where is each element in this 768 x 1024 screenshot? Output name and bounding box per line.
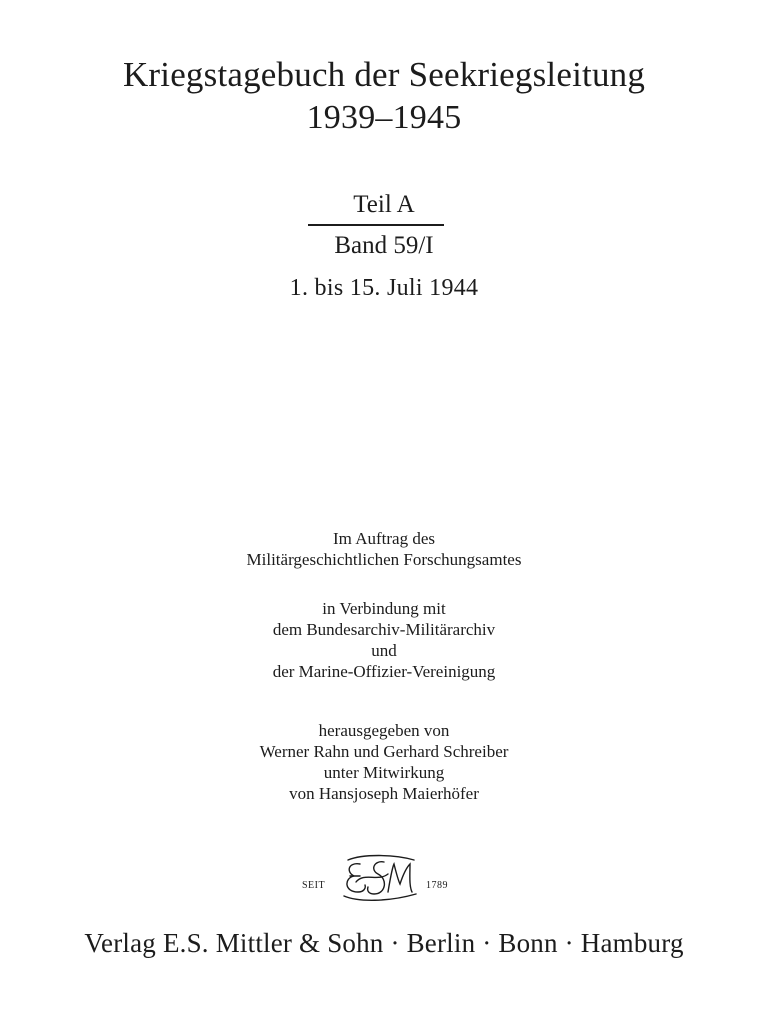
divider-rule — [308, 224, 444, 226]
editors-block — [0, 720, 768, 804]
commission-block — [0, 528, 768, 570]
publisher-monogram-logo — [338, 852, 420, 908]
editors-line-1: herausgegeben von — [318, 721, 450, 740]
part-label: Teil A — [353, 191, 415, 218]
cooperation-line-3: und — [371, 641, 397, 660]
emblem-year-text: 1789 — [426, 880, 448, 891]
cooperation-line-4: der Marine-Offizier-Vereinigung — [272, 662, 496, 681]
editors-line-2: Werner Rahn und Gerhard Schreiber — [259, 742, 509, 761]
cooperation-line-2: dem Bundesarchiv-Militärarchiv — [272, 620, 496, 639]
editors-line-4: von Hansjoseph Maierhöfer — [289, 784, 479, 803]
volume-label: Band 59/I — [334, 232, 434, 259]
book-title-line-1: Kriegstagebuch der Seekriegsleitung — [122, 55, 646, 94]
commission-line-2: Militärgeschichtlichen Forschungsamtes — [246, 550, 522, 569]
book-title-years: 1939–1945 — [306, 99, 462, 136]
publisher-line: Verlag E.S. Mittler & Sohn · Berlin · Bonn · Hamburg — [84, 928, 684, 958]
date-range: 1. bis 15. Juli 1944 — [289, 275, 479, 301]
cooperation-line-1: in Verbindung mit — [322, 599, 446, 618]
editors-line-3: unter Mitwirkung — [323, 763, 445, 782]
commission-line-1: Im Auftrag des — [333, 529, 435, 548]
emblem-seit-text: SEIT — [302, 880, 326, 891]
cooperation-block — [0, 598, 768, 682]
